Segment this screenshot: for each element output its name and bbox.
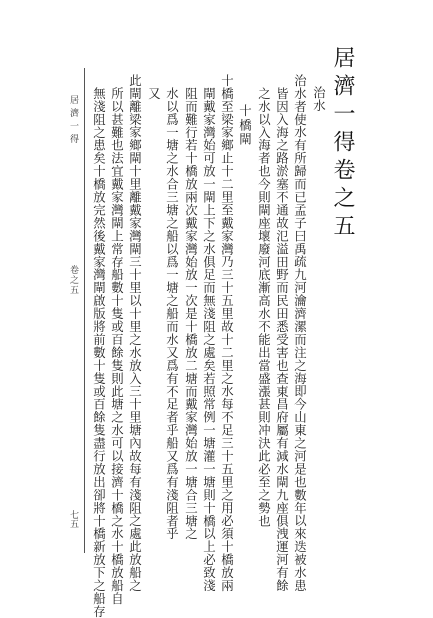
section-title: 治水	[311, 86, 327, 112]
paragraph-line: 無淺阻之患矣十橋放完然後戴家灣閘啟版將前數十隻或百餘隻盡行放出卻將十橋新放下之船存	[91, 87, 107, 618]
margin-book-title: 居濟一得	[68, 95, 78, 147]
paragraph-line: 所以甚難也法宜戴家灣閘上常存船數十隻或百餘隻則此塘之水可以接濟十橋之水十橋放船自	[109, 87, 125, 605]
paragraph-line: 阻而難行若十橋放兩次戴家灣始放一次是十橋放二塘而戴家灣始放一塘合三塘之	[183, 87, 199, 541]
margin-volume-label: 卷之五	[68, 265, 78, 295]
paragraph-line: 水以爲一塘之水合三塘之船以爲一塘之船而水又爲有不足者乎船又爲有淺阻者乎	[164, 87, 180, 541]
paragraph-line: 治水者使水有所歸而已孟子曰禹疏九河瀹濟漯而注之海即今山東之河是也數年以來迭被水患	[292, 74, 308, 592]
paragraph-line: 閘戴家灣始可放一閘上下之水俱足而無淺阻之處矣若照常例一塘灌一塘則十橋以上必致淺	[201, 87, 217, 593]
paragraph-line: 此閘離梁家鄉閘十里離戴家灣閘三十里以十里之水放入三十里塘內故每有淺阻之處此放船之	[127, 74, 143, 592]
paragraph-line: 之水以入海者也今則閘座壞廢河底漸高水不能出當盛漲甚則冲決此必至之勢也	[256, 87, 272, 528]
page-number: 七五	[68, 510, 78, 528]
margin-rule	[84, 68, 85, 553]
paragraph-line: 皆因入海之路淤塞不通故氾溢田野而民田悉受害也查東昌府屬有減水閘九座俱洩運河有餘	[274, 87, 290, 593]
subsection-title: 十橋閘	[237, 104, 253, 148]
subsection-title: 又	[146, 87, 162, 102]
paragraph-line: 十橋至梁家鄉止十二里至戴家灣乃三十五里故十二里之水每不足三十五里之用必須十橋放兩	[219, 74, 235, 592]
chapter-title: 居濟一得卷之五	[330, 46, 355, 242]
